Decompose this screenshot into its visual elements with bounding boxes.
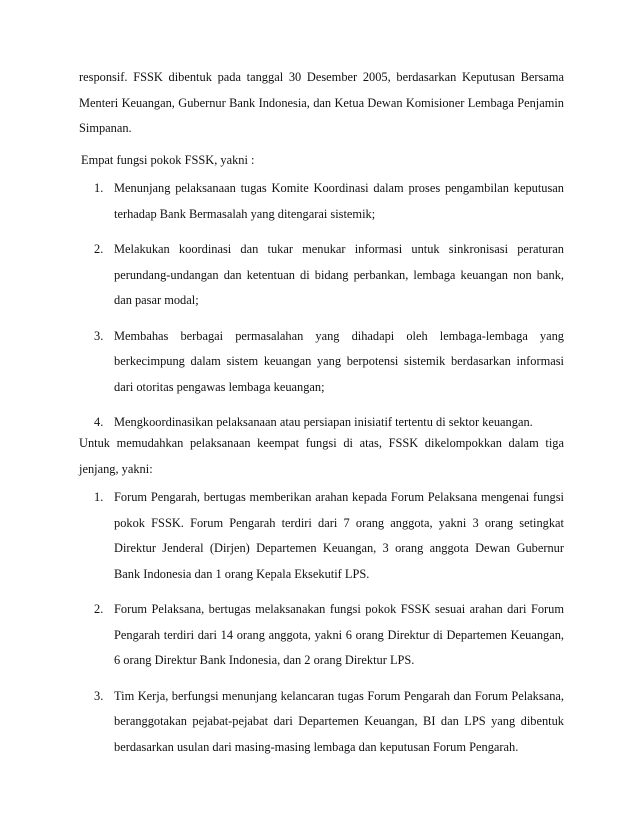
- levels-intro-paragraph: Untuk memudahkan pelaksanaan keempat fungsi di atas, FSSK dikelompokkan dalam tiga jenjang, yakni:: [79, 436, 564, 476]
- list-item-text: Mengkoordinasikan pelaksanaan atau persiapan inisiatif tertentu di sektor keuangan.: [114, 415, 533, 429]
- list-item-text: Tim Kerja, berfungsi menunjang kelancaran tugas Forum Pengarah dan Forum Pelaksana, beranggotakan pejabat-pejabat dari Departemen Keuangan, BI dan LPS yang dibentuk berdasarkan usulan dari masing-masing lembaga dan keputusan Forum Pengarah.: [114, 688, 564, 754]
- functions-intro: Empat fungsi pokok FSSK, yakni :: [81, 153, 255, 167]
- list-number: 3.: [94, 688, 104, 703]
- list-item-text: Forum Pengarah, bertugas memberikan arahan kepada Forum Pelaksana mengenai fungsi pokok FSSK. Forum Pengarah terdiri dari 7 orang anggota, yakni 3 orang setingkat Direktur Jenderal (Dirjen) Departemen Keuangan, 3 orang anggota Dewan Gubernur Bank Indonesia dan 1 orang Kepala Eksekutif LPS.: [114, 490, 564, 581]
- list-number: 2.: [94, 242, 104, 256]
- list-item-text: Menunjang pelaksanaan tugas Komite Koordinasi dalam proses pengambilan keputusan terhadap Bank Bermasalah yang ditengarai sistemik;: [114, 181, 564, 221]
- functions-list: [79, 176, 564, 436]
- list-item-text: Membahas berbagai permasalahan yang dihadapi oleh lembaga-lembaga yang berkecimpung dalam sistem keuangan yang berpotensi sistemik berdasarkan informasi dari otoritas pengawas lembaga keuangan;: [114, 328, 564, 394]
- list-item-text: Forum Pelaksana, bertugas melaksanakan fungsi pokok FSSK sesuai arahan dari Forum Pengarah terdiri dari 14 orang anggota, yakni 6 orang Direktur di Departemen Keuangan, 6 orang Direktur Bank Indonesia, dan 2 orang Direktur LPS.: [114, 602, 564, 667]
- list-item: [79, 176, 564, 227]
- list-number: 3.: [94, 328, 104, 343]
- list-item: [79, 237, 564, 314]
- opening-paragraph: responsif. FSSK dibentuk pada tanggal 30 Desember 2005, berdasarkan Keputusan Bersama Menteri Keuangan, Gubernur Bank Indonesia, dan Ketua Dewan Komisioner Lembaga Penjamin Simpanan.: [79, 70, 564, 135]
- list-item: [79, 485, 564, 587]
- list-number: 1.: [94, 181, 104, 195]
- list-item: [79, 324, 564, 401]
- list-item: [79, 597, 564, 674]
- list-item-text: Melakukan koordinasi dan tukar menukar informasi untuk sinkronisasi peraturan perundang-undangan dan ketentuan di bidang perbankan, lembaga keuangan non bank, dan pasar modal;: [114, 242, 564, 307]
- list-number: 1.: [94, 490, 104, 504]
- levels-list: [79, 485, 564, 760]
- list-number: 4.: [94, 415, 104, 429]
- list-number: 2.: [94, 602, 104, 616]
- list-item: [79, 684, 564, 761]
